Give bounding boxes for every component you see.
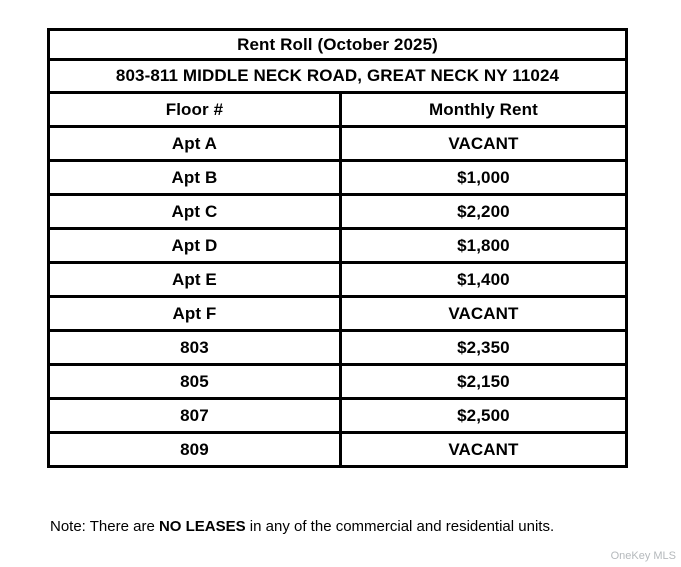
table-address-row <box>49 60 627 93</box>
table-row <box>49 399 627 433</box>
table-row <box>49 331 627 365</box>
rent-cell: $1,800 <box>340 229 626 263</box>
rent-cell: VACANT <box>340 127 626 161</box>
table-title-row <box>49 30 627 60</box>
table-row <box>49 263 627 297</box>
table-row <box>49 229 627 263</box>
floor-cell: Apt E <box>49 263 341 297</box>
column-header-rent: Monthly Rent <box>340 93 626 127</box>
table-row <box>49 161 627 195</box>
property-address: 803-811 MIDDLE NECK ROAD, GREAT NECK NY 11024 <box>49 60 627 93</box>
floor-cell: 805 <box>49 365 341 399</box>
table-row <box>49 127 627 161</box>
floor-cell: 807 <box>49 399 341 433</box>
rent-cell: $2,350 <box>340 331 626 365</box>
note-text <box>50 518 554 535</box>
note-suffix: in any of the commercial and residential units. <box>245 518 555 535</box>
floor-cell: 803 <box>49 331 341 365</box>
rent-cell: $1,000 <box>340 161 626 195</box>
rent-cell: $2,200 <box>340 195 626 229</box>
rent-cell: VACANT <box>340 297 626 331</box>
rent-cell: $2,500 <box>340 399 626 433</box>
note-prefix: Note: There are <box>50 518 159 535</box>
table-row <box>49 365 627 399</box>
rent-roll-table <box>47 28 628 468</box>
floor-cell: Apt B <box>49 161 341 195</box>
table-title: Rent Roll (October 2025) <box>49 30 627 60</box>
floor-cell: Apt C <box>49 195 341 229</box>
table-row <box>49 433 627 467</box>
table-row <box>49 297 627 331</box>
column-header-floor: Floor # <box>49 93 341 127</box>
onekey-mls-watermark: OneKey MLS <box>610 550 676 562</box>
note-bold-text: NO LEASES <box>158 518 246 535</box>
floor-cell: Apt F <box>49 297 341 331</box>
rent-cell: VACANT <box>340 433 626 467</box>
rent-roll-document <box>47 28 628 468</box>
floor-cell: Apt A <box>49 127 341 161</box>
rent-cell: $1,400 <box>340 263 626 297</box>
floor-cell: 809 <box>49 433 341 467</box>
rent-cell: $2,150 <box>340 365 626 399</box>
floor-cell: Apt D <box>49 229 341 263</box>
rent-roll-body <box>49 30 627 467</box>
table-row <box>49 195 627 229</box>
table-header-row <box>49 93 627 127</box>
